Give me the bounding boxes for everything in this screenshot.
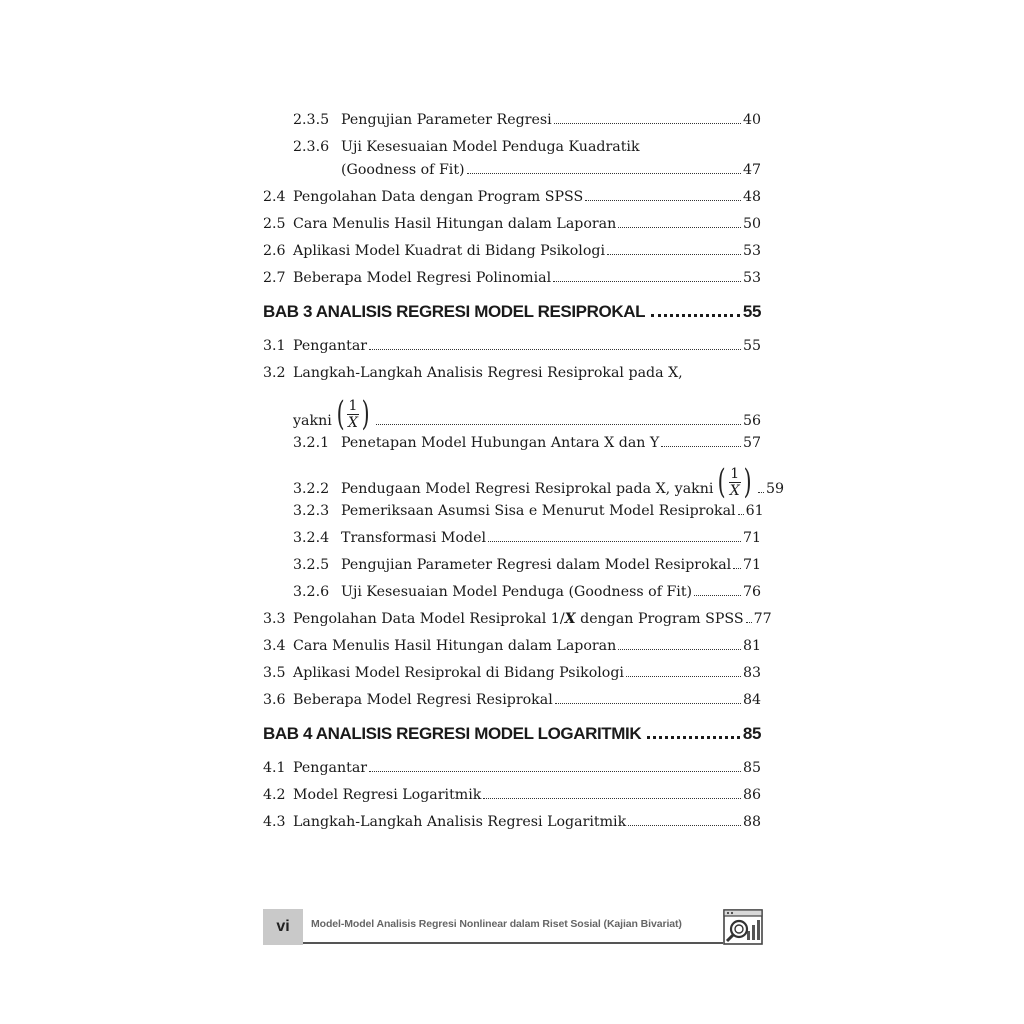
entry-number: 2.3.5 bbox=[293, 112, 330, 128]
toc-entry-2-6[interactable] bbox=[263, 241, 761, 261]
entry-page: 81 bbox=[742, 638, 761, 654]
chapter-title: BAB 4 ANALISIS REGRESI MODEL LOGARITMIK bbox=[263, 724, 642, 743]
entry-title: Aplikasi Model Kuadrat di Bidang Psikologi bbox=[293, 243, 605, 259]
toc-entry-3-2-3[interactable] bbox=[293, 501, 764, 521]
entry-page: 40 bbox=[742, 112, 761, 128]
left-paren-icon: ( bbox=[336, 394, 345, 434]
toc-entry-4-3[interactable] bbox=[263, 812, 761, 832]
entry-title: Aplikasi Model Resiprokal di Bidang Psikologi bbox=[293, 665, 624, 681]
entry-page: 83 bbox=[742, 665, 761, 681]
entry-number: 3.1 bbox=[263, 338, 286, 354]
entry-title: Cara Menulis Hasil Hitungan dalam Laporan bbox=[293, 216, 617, 232]
entry-page: 48 bbox=[742, 189, 761, 205]
entry-number: 2.4 bbox=[263, 189, 286, 205]
toc-entry-3-2-5[interactable] bbox=[293, 555, 761, 575]
entry-title-end: dengan Program SPSS bbox=[575, 611, 744, 627]
dot-leader bbox=[467, 173, 741, 174]
entry-page: 88 bbox=[742, 814, 761, 830]
dot-leader bbox=[369, 771, 741, 772]
toc-entry-3-2-1[interactable] bbox=[293, 433, 761, 453]
entry-number: 3.2.2 bbox=[293, 481, 330, 497]
entry-title: Langkah-Langkah Analisis Regresi Resiprokal pada X, bbox=[293, 365, 683, 381]
entry-page: 77 bbox=[753, 611, 772, 627]
entry-page: 59 bbox=[765, 481, 785, 497]
toc-entry-3-1[interactable] bbox=[263, 336, 761, 356]
toc-entry-3-6[interactable] bbox=[263, 690, 761, 710]
fraction-numerator: 1 bbox=[730, 465, 740, 482]
entry-title: Pengujian Parameter Regresi dalam Model Resiprokal bbox=[341, 557, 732, 573]
entry-page: 71 bbox=[742, 557, 761, 573]
page-footer bbox=[263, 909, 763, 945]
toc-entry-2-3-5[interactable] bbox=[293, 110, 761, 130]
entry-page: 86 bbox=[742, 787, 761, 803]
entry-title: Beberapa Model Regresi Resiprokal bbox=[293, 692, 553, 708]
toc-entry-2-4[interactable] bbox=[263, 187, 761, 207]
footer-rule bbox=[303, 942, 723, 944]
chapter-page: 55 bbox=[742, 302, 761, 321]
entry-title: Pengantar bbox=[293, 760, 368, 776]
fraction-denominator: X bbox=[729, 482, 740, 499]
entry-page: 84 bbox=[742, 692, 761, 708]
fraction-denominator: X bbox=[348, 414, 358, 431]
toc-entry-2-5[interactable] bbox=[263, 214, 761, 234]
dot-leader bbox=[647, 736, 740, 739]
toc-entry-2-3-6[interactable] bbox=[293, 137, 761, 157]
entry-title: Uji Kesesuaian Model Penduga Kuadratik bbox=[341, 139, 640, 155]
dot-leader bbox=[554, 123, 741, 124]
dot-leader bbox=[483, 798, 741, 799]
right-paren-icon: ) bbox=[743, 462, 752, 502]
entry-page: 71 bbox=[742, 530, 761, 546]
entry-number: 2.6 bbox=[263, 243, 286, 259]
entry-number: 3.2.3 bbox=[293, 503, 330, 519]
entry-page: 76 bbox=[742, 584, 761, 600]
entry-title-continued: yakni bbox=[293, 413, 332, 429]
entry-number: 3.4 bbox=[263, 638, 286, 654]
entry-title: Uji Kesesuaian Model Penduga (Goodness of Fit) bbox=[341, 584, 693, 600]
fraction-numerator: 1 bbox=[348, 397, 358, 414]
entry-title: Beberapa Model Regresi Polinomial bbox=[293, 270, 552, 286]
entry-title-continued: (Goodness of Fit) bbox=[341, 162, 465, 178]
chapter-title: BAB 3 ANALISIS REGRESI MODEL RESIPROKAL bbox=[263, 302, 646, 321]
entry-page: 53 bbox=[742, 270, 761, 286]
left-paren-icon: ( bbox=[718, 462, 727, 502]
toc-entry-4-2[interactable] bbox=[263, 785, 761, 805]
right-paren-icon: ) bbox=[361, 394, 370, 434]
entry-number: 4.1 bbox=[263, 760, 286, 776]
entry-title bbox=[293, 609, 744, 629]
entry-number: 2.3.6 bbox=[293, 139, 330, 155]
entry-page: 57 bbox=[742, 435, 761, 451]
entry-title: Cara Menulis Hasil Hitungan dalam Laporan bbox=[293, 638, 617, 654]
entry-title: Pengolahan Data dengan Program SPSS bbox=[293, 189, 584, 205]
entry-number: 3.5 bbox=[263, 665, 286, 681]
toc-chapter-3[interactable] bbox=[263, 300, 761, 324]
dot-leader bbox=[694, 595, 741, 596]
running-title: Model-Model Analisis Regresi Nonlinear dalam Riset Sosial (Kajian Bivariat) bbox=[311, 918, 682, 930]
dot-leader bbox=[376, 424, 741, 425]
entry-title: Transformasi Model bbox=[341, 530, 487, 546]
toc-entry-3-2-6[interactable] bbox=[293, 582, 761, 602]
dot-leader bbox=[618, 227, 741, 228]
dot-leader bbox=[626, 676, 741, 677]
entry-number: 3.2.1 bbox=[293, 435, 330, 451]
dot-leader bbox=[618, 649, 741, 650]
entry-title: Pendugaan Model Regresi Resiprokal pada X, yakni bbox=[341, 481, 714, 497]
entry-number: 3.2.4 bbox=[293, 530, 330, 546]
entry-title: Pengantar bbox=[293, 338, 368, 354]
entry-page: 85 bbox=[742, 760, 761, 776]
entry-title: Penetapan Model Hubungan Antara X dan Y bbox=[341, 435, 660, 451]
toc-entry-2-3-6-continued[interactable] bbox=[341, 160, 761, 180]
entry-number: 2.7 bbox=[263, 270, 286, 286]
toc-entry-3-2[interactable] bbox=[263, 363, 761, 383]
chapter-page: 85 bbox=[742, 724, 761, 743]
toc-entry-3-3[interactable] bbox=[263, 609, 772, 629]
entry-number: 3.6 bbox=[263, 692, 286, 708]
entry-number: 4.3 bbox=[263, 814, 286, 830]
dot-leader bbox=[738, 514, 744, 515]
entry-title-start: Pengolahan Data Model Resiprokal 1/ bbox=[293, 611, 565, 627]
dot-leader bbox=[661, 446, 741, 447]
entry-title: Model Regresi Logaritmik bbox=[293, 787, 482, 803]
fraction-one-over-x bbox=[334, 394, 373, 434]
toc-entry-4-1[interactable] bbox=[263, 758, 761, 778]
toc-entry-3-4[interactable] bbox=[263, 636, 761, 656]
toc-entry-3-5[interactable] bbox=[263, 663, 761, 683]
entry-page: 50 bbox=[742, 216, 761, 232]
toc-entry-2-7[interactable] bbox=[263, 268, 761, 288]
toc-entry-3-2-2[interactable] bbox=[293, 462, 785, 502]
entry-title: Pemeriksaan Asumsi Sisa e Menurut Model Resiprokal bbox=[341, 503, 736, 519]
entry-number: 3.3 bbox=[263, 611, 286, 627]
toc-entry-3-2-continued[interactable] bbox=[293, 394, 761, 434]
dot-leader bbox=[553, 281, 741, 282]
entry-number: 3.2.5 bbox=[293, 557, 330, 573]
entry-page: 47 bbox=[742, 162, 761, 178]
entry-number: 3.2.6 bbox=[293, 584, 330, 600]
entry-page: 55 bbox=[742, 338, 761, 354]
page-number-tab: vi bbox=[263, 909, 303, 945]
entry-title: Pengujian Parameter Regresi bbox=[341, 112, 552, 128]
dot-leader bbox=[585, 200, 741, 201]
dot-leader bbox=[488, 541, 741, 542]
dot-leader bbox=[607, 254, 741, 255]
entry-title-variable: X bbox=[564, 611, 576, 627]
toc-chapter-4[interactable] bbox=[263, 722, 761, 746]
dot-leader bbox=[651, 314, 740, 317]
entry-page: 56 bbox=[742, 413, 761, 429]
entry-number: 4.2 bbox=[263, 787, 286, 803]
dot-leader bbox=[758, 492, 764, 493]
dot-leader bbox=[555, 703, 741, 704]
dot-leader bbox=[746, 622, 752, 623]
entry-page: 53 bbox=[742, 243, 761, 259]
dot-leader bbox=[369, 349, 741, 350]
chart-magnifier-icon bbox=[723, 909, 763, 945]
dot-leader bbox=[628, 825, 741, 826]
entry-number: 3.2 bbox=[263, 365, 286, 381]
entry-page: 61 bbox=[745, 503, 764, 519]
dot-leader bbox=[733, 568, 741, 569]
entry-number: 2.5 bbox=[263, 216, 286, 232]
entry-title: Langkah-Langkah Analisis Regresi Logaritmik bbox=[293, 814, 627, 830]
fraction-one-over-x bbox=[715, 462, 754, 502]
toc-entry-3-2-4[interactable] bbox=[293, 528, 761, 548]
